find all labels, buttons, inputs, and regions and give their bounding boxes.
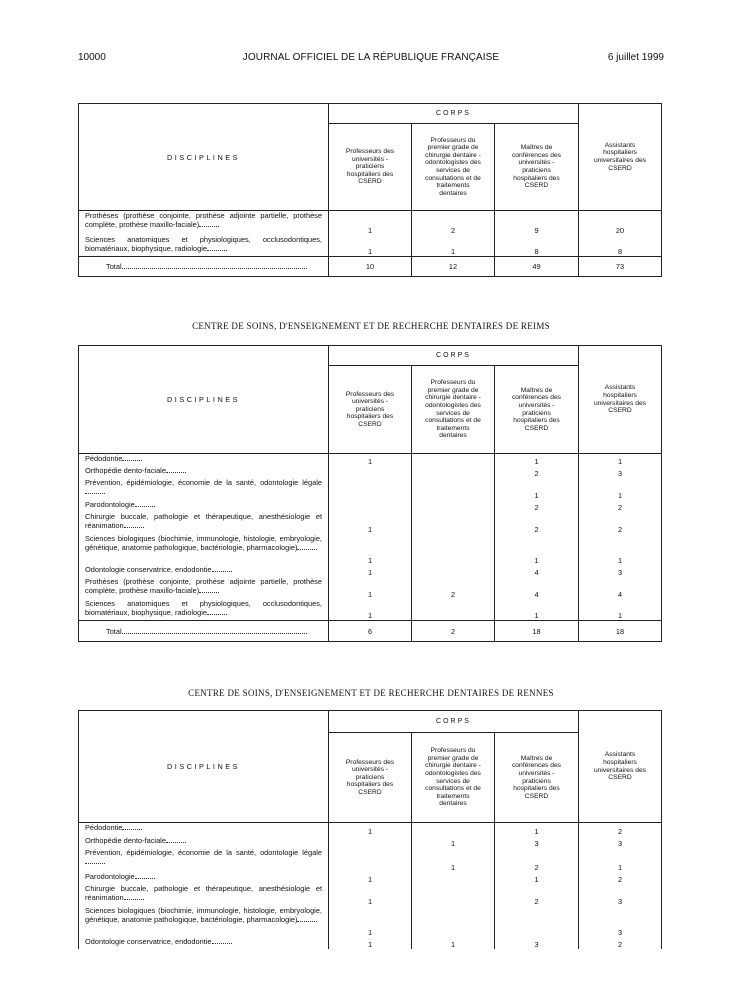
discipline-label: Pédodontie [79, 454, 329, 466]
count-cell [495, 906, 579, 937]
header-assistants: Assistants hospitaliers universitaires des CSERD [579, 104, 662, 211]
table-row [79, 565, 662, 577]
leader-dots [212, 938, 232, 944]
page-header [78, 52, 664, 66]
count-cell: 3 [617, 896, 623, 906]
count-cell: 3 [617, 927, 623, 937]
count-cell: 1 [329, 577, 412, 599]
count-cell [412, 884, 495, 906]
header-assistants: Assistants hospitaliers universitaires des CSERD [579, 346, 662, 454]
header-col3: Maîtres de conférences des universités - praticiens hospitaliers des CSERD [495, 124, 579, 211]
count-cell [412, 500, 495, 512]
count-cell [412, 599, 495, 621]
header-col2: Professeurs du premier grade de chirurgie dentaire - odontologistes des services de consultations et de traitements dentaires [412, 733, 495, 823]
discipline-label: Orthopédie dento-faciale [79, 466, 329, 478]
total-cell: 2 [412, 621, 495, 642]
header-assistants: Assistants hospitaliers universitaires des CSERD [579, 711, 662, 823]
count-cell: 3 [617, 838, 623, 848]
count-cell [412, 466, 495, 478]
header-col2: Professeurs du premier grade de chirurgie dentaire - odontologistes des services de consultations et de traitements dentaires [412, 124, 495, 211]
total-label: Total [79, 621, 329, 642]
header-corps: CORPS [329, 711, 579, 733]
discipline-label: Pédodontie [79, 823, 329, 836]
leader-dots [212, 566, 232, 572]
count-cell: 1 [329, 565, 412, 577]
count-cell: 1 [495, 823, 579, 836]
table-row [79, 906, 662, 937]
table-row [79, 599, 662, 621]
count-cell [329, 836, 412, 848]
header-disciplines: DISCIPLINES [79, 711, 329, 823]
count-cell: 4 [617, 589, 623, 599]
count-cell [412, 478, 495, 500]
count-cell: 1 [617, 490, 623, 500]
table-row [79, 823, 662, 836]
count-cell: 8 [495, 235, 579, 257]
count-cell: 2 [495, 500, 579, 512]
header-col1: Professeurs des universités - praticiens hospitaliers des CSERD [329, 124, 412, 211]
count-cell [412, 534, 495, 565]
count-cell: 2 [495, 466, 579, 478]
total-cell: 18 [495, 621, 579, 642]
count-cell: 1 [412, 836, 495, 848]
table-row [79, 872, 662, 884]
count-cell: 1 [329, 937, 412, 949]
header-col1: Professeurs des universités - praticiens hospitaliers des CSERD [329, 366, 412, 454]
count-cell [412, 454, 495, 466]
count-cell: 3 [495, 836, 579, 848]
count-cell: 1 [329, 906, 412, 937]
count-cell: 1 [412, 848, 495, 872]
table-row [79, 454, 662, 466]
leader-dots [297, 916, 317, 922]
leader-dots [135, 501, 155, 507]
leader-dots [166, 467, 186, 473]
leader-dots [122, 824, 142, 830]
total-cell: 12 [412, 257, 495, 277]
staffing-table [78, 710, 662, 949]
count-cell: 4 [495, 565, 579, 577]
count-cell: 1 [329, 872, 412, 884]
count-cell: 2 [412, 577, 495, 599]
header-corps: CORPS [329, 104, 579, 124]
leader-dots [297, 544, 317, 550]
table-row [79, 848, 662, 872]
table-row [79, 534, 662, 565]
count-cell: 1 [617, 611, 623, 620]
leader-dots [122, 455, 142, 461]
count-cell: 3 [617, 468, 623, 478]
discipline-label: Chirurgie buccale, pathologie et thérapeutique, anesthésiologie et réanimation [79, 884, 329, 906]
count-cell: 1 [617, 862, 623, 872]
total-row [79, 257, 662, 277]
leader-dots [124, 522, 144, 528]
table-row [79, 478, 662, 500]
count-cell [329, 466, 412, 478]
discipline-label: Sciences anatomiques et physiologiques, occlusodontiques, biomatériaux, biophysique, radiologie [79, 599, 329, 621]
page-bottom-cut [0, 955, 731, 990]
discipline-label: Parodontologie [79, 872, 329, 884]
discipline-label: Prévention, épidémiologie, économie de la santé, odontologie légale [79, 848, 329, 872]
count-cell: 1 [495, 454, 579, 466]
discipline-label: Chirurgie buccale, pathologie et thérapeutique, anesthésiologie et réanimation [79, 512, 329, 534]
discipline-label: Parodontologie [79, 500, 329, 512]
caption-rennes: CENTRE DE SOINS, D'ENSEIGNEMENT ET DE RECHERCHE DENTAIRES DE RENNES [188, 688, 554, 698]
count-cell: 1 [329, 823, 412, 836]
discipline-label: Orthopédie dento-faciale [79, 836, 329, 848]
discipline-label: Odontologie conservatrice, endodontie [79, 565, 329, 577]
leader-dots [85, 858, 105, 864]
total-cell: 10 [329, 257, 412, 277]
leader-dots [124, 894, 144, 900]
count-cell [329, 478, 412, 500]
leader-dots [166, 837, 186, 843]
total-row [79, 621, 662, 642]
count-cell: 1 [329, 211, 412, 235]
discipline-label: Prévention, épidémiologie, économie de la santé, odontologie légale [79, 478, 329, 500]
leader-dots [122, 628, 307, 634]
header-col1: Professeurs des universités - praticiens hospitaliers des CSERD [329, 733, 412, 823]
table-row [79, 235, 662, 257]
count-cell: 1 [495, 599, 579, 621]
journal-title: JOURNAL OFFICIEL DE LA RÉPUBLIQUE FRANÇAISE [242, 52, 500, 63]
count-cell: 1 [412, 235, 495, 257]
table-row [79, 836, 662, 848]
count-cell: 1 [617, 555, 623, 565]
table-row [79, 466, 662, 478]
count-cell: 1 [412, 937, 495, 949]
count-cell: 8 [617, 247, 623, 256]
count-cell: 1 [329, 599, 412, 621]
count-cell: 9 [495, 211, 579, 235]
count-cell: 1 [329, 884, 412, 906]
count-cell [412, 823, 495, 836]
count-cell [412, 565, 495, 577]
count-cell: 1 [495, 872, 579, 884]
discipline-label: Prothèses (prothèse conjointe, prothèse adjointe partielle, prothèse complète, prothèse maxillo-faciale) [79, 577, 329, 599]
total-cell: 18 [579, 621, 662, 642]
staffing-table [78, 345, 662, 642]
count-cell: 2 [617, 502, 623, 512]
table-row [79, 884, 662, 906]
count-cell: 4 [495, 577, 579, 599]
total-cell: 49 [495, 257, 579, 277]
count-cell: 2 [495, 512, 579, 534]
count-cell: 2 [617, 939, 623, 949]
count-cell: 1 [329, 512, 412, 534]
staffing-table [78, 103, 662, 277]
discipline-label: Sciences anatomiques et physiologiques, occlusodontiques, biomatériaux, biophysique, radiologie [79, 235, 329, 257]
leader-dots [207, 245, 227, 251]
count-cell [412, 512, 495, 534]
leader-dots [199, 221, 219, 227]
leader-dots [135, 873, 155, 879]
table-row [79, 937, 662, 949]
header-col3: Maîtres de conférences des universités - praticiens hospitaliers des CSERD [495, 733, 579, 823]
count-cell [412, 906, 495, 937]
count-cell: 2 [495, 848, 579, 872]
table-row [79, 500, 662, 512]
discipline-label: Odontologie conservatrice, endodontie [79, 937, 329, 949]
count-cell: 2 [617, 874, 623, 884]
header-disciplines: DISCIPLINES [79, 346, 329, 454]
header-corps: CORPS [329, 346, 579, 366]
count-cell: 1 [617, 456, 623, 466]
count-cell: 1 [329, 534, 412, 565]
count-cell: 2 [495, 884, 579, 906]
discipline-label: Sciences biologiques (biochimie, immunologie, histologie, embryologie, génétique, anatomie pathologique, bactériologie, pharmacologie) [79, 534, 329, 565]
count-cell: 3 [495, 937, 579, 949]
count-cell: 2 [617, 826, 623, 836]
count-cell: 2 [412, 211, 495, 235]
total-cell: 6 [329, 621, 412, 642]
count-cell: 2 [617, 524, 623, 534]
count-cell: 1 [329, 235, 412, 257]
table-row [79, 577, 662, 599]
count-cell [329, 848, 412, 872]
total-label: Total [79, 257, 329, 277]
leader-dots [122, 263, 307, 269]
discipline-label: Sciences biologiques (biochimie, immunologie, histologie, embryologie, génétique, anatomie pathologique, bactériologie, pharmacologie) [79, 906, 329, 937]
discipline-label: Prothèses (prothèse conjointe, prothèse adjointe partielle, prothèse complète, prothèse maxillo-faciale) [79, 211, 329, 235]
header-disciplines: DISCIPLINES [79, 104, 329, 211]
leader-dots [199, 587, 219, 593]
leader-dots [207, 609, 227, 615]
table-row [79, 211, 662, 235]
count-cell: 20 [615, 225, 625, 235]
count-cell: 3 [617, 567, 623, 577]
caption-reims: CENTRE DE SOINS, D'ENSEIGNEMENT ET DE RECHERCHE DENTAIRES DE REIMS [192, 321, 550, 331]
header-col2: Professeurs du premier grade de chirurgie dentaire - odontologistes des services de consultations et de traitements dentaires [412, 366, 495, 454]
count-cell [412, 872, 495, 884]
count-cell: 1 [495, 534, 579, 565]
leader-dots [85, 488, 105, 494]
count-cell: 1 [495, 478, 579, 500]
table-row [79, 512, 662, 534]
header-col3: Maîtres de conférences des universités - praticiens hospitaliers des CSERD [495, 366, 579, 454]
page-number: 10000 [78, 52, 106, 63]
publication-date: 6 juillet 1999 [607, 52, 664, 63]
count-cell: 1 [329, 454, 412, 466]
total-cell: 73 [579, 257, 662, 277]
count-cell [329, 500, 412, 512]
